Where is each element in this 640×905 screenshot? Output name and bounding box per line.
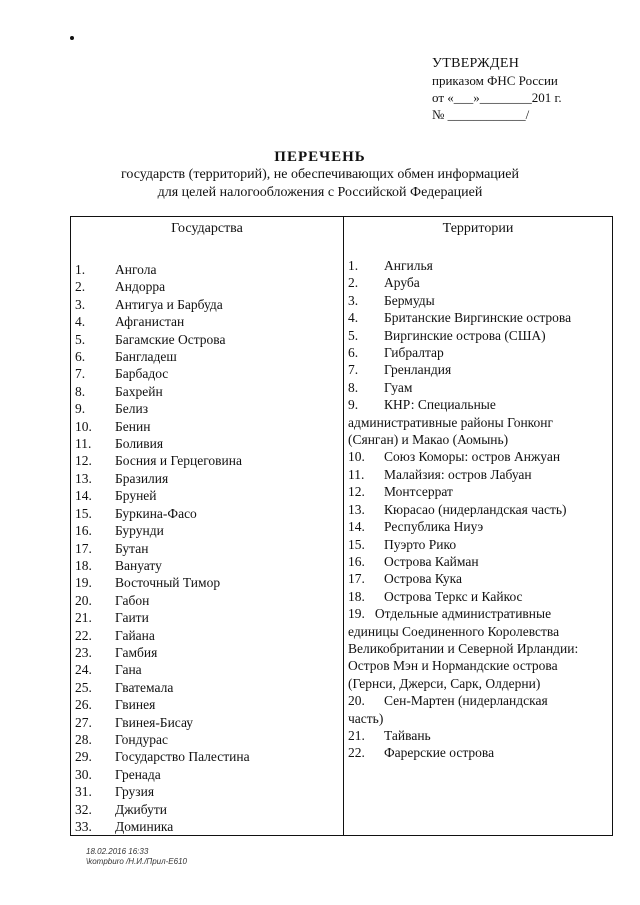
state-item	[71, 331, 343, 348]
state-name: Государство Палестина	[115, 749, 250, 765]
territory-name: Острова Кука	[384, 571, 462, 587]
territory-number: 11.	[348, 466, 365, 482]
state-number: 28.	[75, 731, 92, 747]
document-title: ПЕРЕЧЕНЬ	[274, 149, 366, 165]
territory-number: 3.	[348, 292, 359, 308]
state-item	[71, 801, 343, 818]
territory-number: 9.	[348, 397, 359, 413]
territories-column	[344, 217, 613, 836]
state-number: 10.	[75, 418, 92, 434]
state-name: Доминика	[115, 819, 174, 834]
territory-line	[344, 675, 612, 692]
approval-line-4: № ____________/	[432, 107, 530, 122]
state-number: 22.	[75, 627, 92, 643]
state-number: 6.	[75, 349, 86, 365]
document-heading	[0, 148, 640, 202]
state-item	[71, 627, 343, 644]
territory-line	[344, 379, 612, 396]
territory-name: Великобритании и Северной Ирландии:	[348, 640, 579, 656]
state-item	[71, 818, 343, 835]
territory-name: Виргинские острова (США)	[384, 327, 546, 343]
state-name: Бенин	[115, 418, 151, 434]
states-column	[71, 217, 344, 836]
state-name: Джибути	[115, 801, 167, 817]
territories-header: Территории	[442, 221, 514, 236]
state-name: Габон	[115, 592, 150, 608]
state-name: Гайана	[115, 627, 155, 643]
state-number: 30.	[75, 766, 92, 782]
state-number: 4.	[75, 314, 86, 330]
state-item	[71, 348, 343, 365]
territory-name: часть)	[348, 710, 384, 726]
territory-line	[344, 483, 612, 500]
territory-line	[344, 588, 612, 605]
state-item	[71, 574, 343, 591]
state-number: 14.	[75, 488, 92, 504]
territory-line	[344, 309, 612, 326]
territory-line	[344, 570, 612, 587]
state-number: 23.	[75, 644, 92, 660]
footer-filepath: \kompburo /Н.И./Прил-Е610	[86, 857, 187, 866]
territory-number: 13.	[348, 501, 365, 517]
state-item	[71, 365, 343, 382]
state-name: Афганистан	[115, 314, 185, 330]
state-name: Гондурас	[115, 731, 168, 747]
territory-number: 1.	[348, 258, 359, 273]
territory-name: Острова Теркс и Кайкос	[384, 588, 523, 604]
state-item	[71, 313, 343, 330]
state-name: Гренада	[115, 766, 161, 782]
state-name: Грузия	[115, 784, 155, 800]
territory-number: 10.	[348, 449, 365, 465]
state-name: Бахрейн	[115, 383, 163, 399]
state-number: 3.	[75, 296, 86, 312]
state-item	[71, 505, 343, 522]
state-number: 25.	[75, 679, 92, 695]
territory-line	[344, 257, 612, 274]
territory-name: Республика Ниуэ	[384, 519, 484, 535]
territory-line	[344, 466, 612, 483]
file-footer	[86, 847, 187, 867]
territories-list	[344, 237, 612, 762]
territory-line	[344, 710, 612, 727]
state-name: Восточный Тимор	[115, 575, 221, 591]
territory-line	[344, 692, 612, 709]
territory-name: (Сянган) и Макао (Аомынь)	[348, 432, 509, 448]
territory-line	[344, 327, 612, 344]
approval-line-2: приказом ФНС России	[432, 73, 558, 88]
territory-name: Монтсеррат	[384, 484, 453, 500]
territory-name: Союз Коморы: остров Анжуан	[384, 449, 561, 465]
territory-name: Пуэрто Рико	[384, 536, 457, 552]
state-item	[71, 400, 343, 417]
country-list-table	[70, 216, 613, 836]
territory-line	[344, 396, 612, 413]
state-item	[71, 383, 343, 400]
state-number: 5.	[75, 331, 86, 347]
territory-number: 12.	[348, 484, 365, 500]
territory-number: 4.	[348, 310, 359, 326]
state-number: 31.	[75, 784, 92, 800]
state-name: Ангола	[115, 262, 157, 277]
territory-name: административные районы Гонконг	[348, 414, 554, 430]
territory-number: 7.	[348, 362, 359, 378]
state-number: 11.	[75, 436, 92, 452]
territory-line	[344, 727, 612, 744]
territory-name: Гуам	[384, 379, 413, 395]
state-number: 21.	[75, 610, 92, 626]
territory-number: 22.	[348, 745, 365, 761]
territory-line	[344, 292, 612, 309]
territory-name: единицы Соединенного Королевства	[348, 623, 560, 639]
territory-name: (Гернси, Джерси, Сарк, Олдерни)	[348, 675, 541, 691]
state-item	[71, 418, 343, 435]
states-list	[71, 237, 343, 835]
state-number: 19.	[75, 575, 92, 591]
state-item	[71, 296, 343, 313]
state-number: 15.	[75, 505, 92, 521]
state-number: 13.	[75, 470, 92, 486]
state-name: Андорра	[115, 279, 166, 295]
state-item	[71, 679, 343, 696]
state-item	[71, 592, 343, 609]
territory-name: Ангилья	[384, 258, 433, 273]
document-subtitle-1: государств (территорий), не обеспечивающих обмен информацией	[121, 167, 519, 182]
territory-name: Малайзия: остров Лабуан	[384, 466, 532, 482]
state-name: Босния и Герцеговина	[115, 453, 242, 469]
state-number: 18.	[75, 557, 92, 573]
approval-line-1: УТВЕРЖДЕН	[432, 56, 520, 71]
state-name: Бутан	[115, 540, 149, 556]
state-name: Гамбия	[115, 644, 158, 660]
territory-name: Кюрасао (нидерландская часть)	[384, 501, 567, 517]
state-item	[71, 696, 343, 713]
territory-name: Гренландия	[384, 362, 452, 378]
state-name: Антигуа и Барбуда	[115, 296, 223, 312]
state-name: Боливия	[115, 436, 164, 452]
state-name: Вануату	[115, 557, 162, 573]
territory-number: 18.	[348, 588, 365, 604]
state-item	[71, 766, 343, 783]
state-name: Бруней	[115, 488, 157, 504]
scan-dot	[70, 36, 74, 40]
territory-number: 8.	[348, 379, 359, 395]
state-item	[71, 435, 343, 452]
state-number: 16.	[75, 523, 92, 539]
state-name: Бразилия	[115, 470, 169, 486]
state-item	[71, 487, 343, 504]
state-item	[71, 661, 343, 678]
territory-name: Британские Виргинские острова	[384, 310, 572, 326]
state-item	[71, 748, 343, 765]
footer-timestamp: 18.02.2016 16:33	[86, 847, 149, 856]
state-item	[71, 644, 343, 661]
territory-line	[344, 414, 612, 431]
territory-line	[344, 657, 612, 674]
state-name: Гватемала	[115, 679, 174, 695]
state-number: 1.	[75, 262, 86, 277]
territory-name: КНР: Специальные	[384, 397, 496, 413]
territory-name: Острова Кайман	[384, 553, 479, 569]
territory-line	[344, 553, 612, 570]
territory-number: 5.	[348, 327, 359, 343]
territory-name: Бермуды	[384, 292, 435, 308]
state-name: Гвинея-Бисау	[115, 714, 194, 730]
territory-line	[344, 361, 612, 378]
territory-name: Сен-Мартен (нидерландская	[384, 693, 548, 709]
territory-line	[344, 431, 612, 448]
state-number: 33.	[75, 819, 92, 834]
territory-line	[344, 501, 612, 518]
state-name: Бангладеш	[115, 349, 177, 365]
document-subtitle-2: для целей налогообложения с Российской Федерацией	[157, 185, 483, 200]
state-number: 7.	[75, 366, 86, 382]
state-number: 26.	[75, 697, 92, 713]
territory-line	[344, 536, 612, 553]
approval-line-3: от «___»________201 г.	[432, 90, 562, 105]
territory-number: 2.	[348, 275, 359, 291]
territory-line	[344, 448, 612, 465]
territory-number: 21.	[348, 727, 365, 743]
territory-number: 19.	[348, 606, 365, 622]
state-name: Бурунди	[115, 523, 164, 539]
state-item	[71, 540, 343, 557]
state-number: 29.	[75, 749, 92, 765]
state-name: Барбадос	[115, 366, 169, 382]
state-item	[71, 731, 343, 748]
territory-number: 14.	[348, 519, 365, 535]
state-name: Багамские Острова	[115, 331, 226, 347]
territory-name: Гибралтар	[384, 345, 444, 361]
territory-name: Остров Мэн и Нормандские острова	[348, 658, 558, 674]
state-number: 32.	[75, 801, 92, 817]
state-item	[71, 783, 343, 800]
state-item	[71, 557, 343, 574]
state-number: 17.	[75, 540, 92, 556]
territory-line	[344, 623, 612, 640]
state-number: 12.	[75, 453, 92, 469]
territory-line	[344, 274, 612, 291]
state-item	[71, 609, 343, 626]
territory-name: Отдельные административные	[374, 606, 552, 622]
state-item	[71, 470, 343, 487]
territory-name: Аруба	[384, 275, 420, 291]
state-item	[71, 278, 343, 295]
territory-name: Тайвань	[384, 727, 431, 743]
territory-number: 6.	[348, 345, 359, 361]
states-header: Государства	[171, 221, 243, 236]
territory-name: Фарерские острова	[384, 745, 495, 761]
territory-line	[344, 640, 612, 657]
state-item	[71, 714, 343, 731]
territory-number: 17.	[348, 571, 365, 587]
state-number: 8.	[75, 383, 86, 399]
state-name: Гвинея	[115, 697, 156, 713]
state-item	[71, 261, 343, 278]
territory-line	[344, 344, 612, 361]
state-name: Гана	[115, 662, 142, 678]
territory-line	[344, 605, 612, 622]
territory-number: 20.	[348, 693, 365, 709]
state-item	[71, 522, 343, 539]
territory-line	[344, 744, 612, 761]
state-number: 24.	[75, 662, 92, 678]
state-number: 27.	[75, 714, 92, 730]
approval-stamp	[432, 55, 562, 123]
state-number: 20.	[75, 592, 92, 608]
territory-number: 16.	[348, 553, 365, 569]
state-number: 9.	[75, 401, 86, 417]
territory-number: 15.	[348, 536, 365, 552]
state-name: Гаити	[115, 610, 149, 626]
state-item	[71, 452, 343, 469]
territory-line	[344, 518, 612, 535]
state-number: 2.	[75, 279, 86, 295]
state-name: Буркина-Фасо	[115, 505, 197, 521]
state-name: Белиз	[115, 401, 149, 417]
